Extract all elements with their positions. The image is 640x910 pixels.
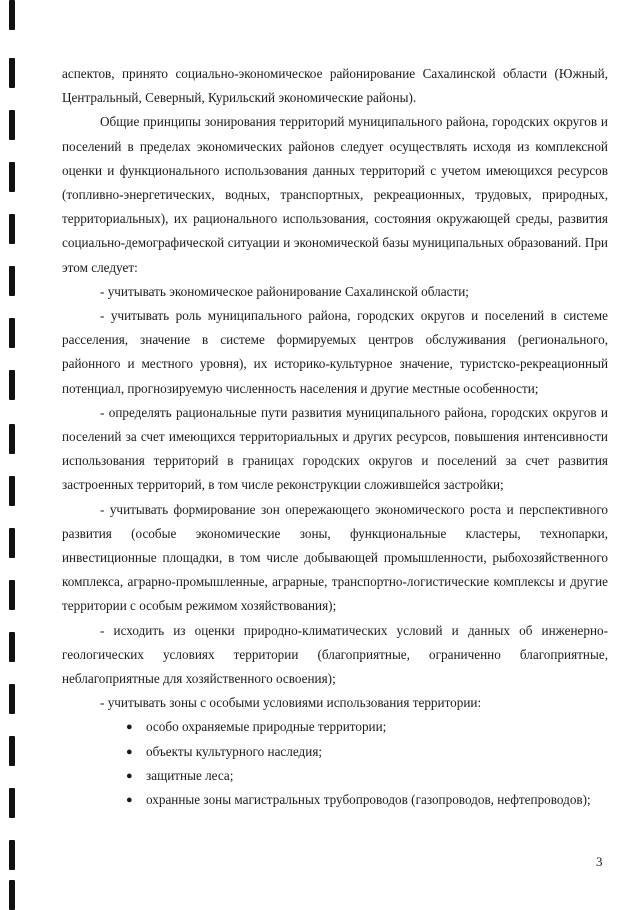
binding-hole bbox=[9, 0, 15, 30]
binding-hole bbox=[9, 632, 15, 662]
binding-hole bbox=[9, 580, 15, 610]
item-settlement-role: - учитывать роль муниципального района, городских округов и поселений в системе расселения, значение в системе формируемых центров обслуживания (регионального, районного и местного уровня), их историко-культурное значение, туристско-рекреационный потенциал, прогнозируемую численность населения и другие местные особенности; bbox=[62, 308, 608, 396]
list-item-text: особо охраняемые природные территории; bbox=[146, 719, 387, 735]
document-page bbox=[62, 62, 608, 812]
list-item bbox=[124, 740, 608, 764]
binding-hole bbox=[9, 266, 15, 296]
binding-hole bbox=[9, 110, 15, 140]
binding-hole bbox=[9, 162, 15, 192]
item-growth-zones: - учитывать формирование зон опережающего экономического роста и перспективного развития (особые экономические зоны, функциональные кластеры, технопарки, инвестиционные площадки, в том числе добывающей промышленности, рыбохозяйственного комплекса, аграрно-промышленные, аграрные, транспортно-логистические комплексы и другие территории с особым режимом хозяйствования); bbox=[62, 501, 608, 614]
list-item bbox=[124, 764, 608, 788]
item-special-zones: - учитывать зоны с особыми условиями использования территории: bbox=[100, 695, 482, 711]
item-development-paths: - определять рациональные пути развития муниципального района, городских округов и поселений за счет имеющихся территориальных и других ресурсов, повышения интенсивности использования территорий в границах городских округов и поселений за счет развития застроенных территорий, в том числе реконструкции сложившейся застройки; bbox=[62, 404, 608, 493]
list-item-text: охранные зоны магистральных трубопроводов (газопроводов, нефтепроводов); bbox=[146, 792, 591, 808]
paragraph-zoning-principles: Общие принципы зонирования территорий муниципального района, городских округов и поселений в пределах экономических районов следует осуществлять исходя из комплексной оценки и функционального использования данных территорий с учетом имеющихся ресурсов (топливно-энергетических, водных, транспортных, рекреационных, трудовых, природных, территориальных), их рационального использования, состояния окружающей среды, развития социально-демографической ситуации и экономической базы муниципальных образований. При этом следует: bbox=[62, 114, 608, 275]
item-natural-conditions: - исходить из оценки природно-климатических условий и данных об инженерно-геологических условиях территории (благоприятные, ограниченно благоприятные, неблагоприятные для хозяйственного освоения); bbox=[62, 622, 608, 687]
special-zones-list bbox=[62, 715, 608, 812]
bullet-icon: ● bbox=[126, 794, 133, 807]
binding-hole bbox=[9, 528, 15, 558]
page-number: 3 bbox=[596, 854, 603, 869]
binding-hole bbox=[9, 684, 15, 714]
binding-holes bbox=[9, 0, 17, 905]
bullet-icon: ● bbox=[126, 721, 133, 734]
list-item bbox=[124, 715, 608, 739]
list-item-text: объекты культурного наследия; bbox=[146, 743, 323, 759]
binding-hole bbox=[9, 424, 15, 454]
binding-hole bbox=[9, 736, 15, 766]
binding-hole bbox=[9, 788, 15, 818]
binding-hole bbox=[9, 58, 15, 88]
binding-hole bbox=[9, 370, 15, 400]
bullet-icon: ● bbox=[126, 769, 133, 782]
list-item bbox=[124, 788, 608, 812]
item-economic-regions: - учитывать экономическое районирование Сахалинской области; bbox=[100, 283, 469, 299]
bullet-icon: ● bbox=[126, 745, 133, 758]
list-item-text: защитные леса; bbox=[146, 767, 234, 783]
binding-hole bbox=[9, 318, 15, 348]
binding-hole bbox=[9, 880, 15, 910]
binding-hole bbox=[9, 476, 15, 506]
binding-hole bbox=[9, 840, 15, 870]
binding-hole bbox=[9, 214, 15, 244]
paragraph-continuation: аспектов, принято социально-экономическое районирование Сахалинской области (Южный, Центральный, Северный, Курильский экономические районы). bbox=[62, 66, 608, 106]
